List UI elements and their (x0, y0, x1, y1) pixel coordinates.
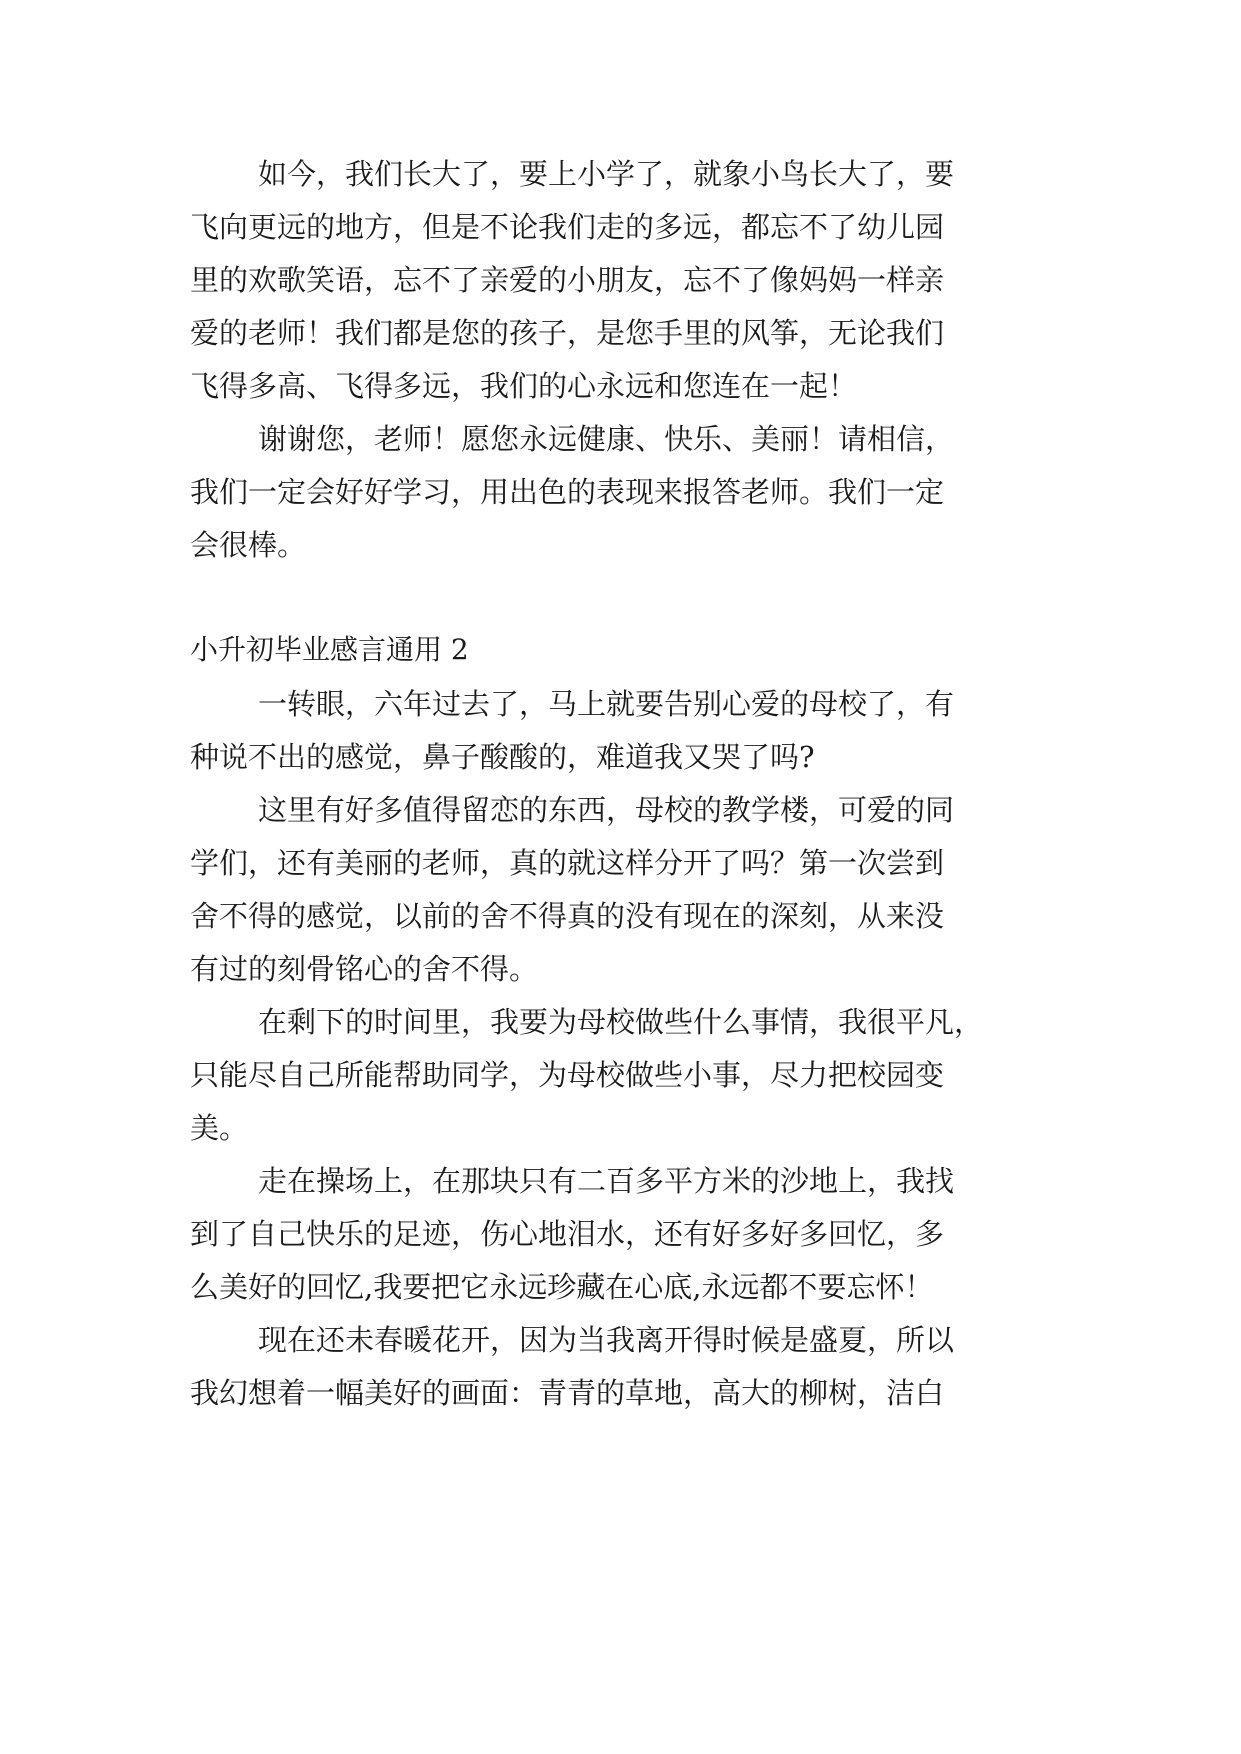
paragraph-line: 如今，我们长大了，要上小学了，就象小鸟长大了，要 (258, 157, 955, 191)
paragraph-line: 走在操场上，在那块只有二百多平方米的沙地上，我找 (258, 1164, 955, 1198)
section-heading: 小升初毕业感言通用 2 (190, 633, 469, 666)
paragraph-line: 里的欢歌笑语，忘不了亲爱的小朋友，忘不了像妈妈一样亲 (190, 263, 945, 297)
paragraph-line: 舍不得的感觉，以前的舍不得真的没有现在的深刻，从来没 (190, 899, 945, 933)
paragraph-line: 会很棒。 (190, 528, 307, 562)
paragraph-line: 美。 (190, 1111, 249, 1145)
paragraph-line: 学们，还有美丽的老师，真的就这样分开了吗？第一次尝到 (190, 846, 945, 880)
paragraph-line: 到了自己快乐的足迹，伤心地泪水，还有好多好多回忆，多 (190, 1217, 945, 1251)
paragraph-line: 种说不出的感觉，鼻子酸酸的，难道我又哭了吗? (190, 740, 815, 774)
paragraph-line: 现在还未春暖花开，因为当我离开得时候是盛夏，所以 (258, 1323, 955, 1357)
paragraph-line: 谢谢您，老师！愿您永远健康、快乐、美丽！请相信， (258, 422, 955, 456)
paragraph-line: 么美好的回忆,我要把它永远珍藏在心底,永远都不要忘怀！ (190, 1270, 934, 1304)
paragraph-line: 我们一定会好好学习，用出色的表现来报答老师。我们一定 (190, 475, 945, 509)
paragraph-line: 飞得多高、飞得多远，我们的心永远和您连在一起！ (190, 369, 858, 403)
paragraph-line: 在剩下的时间里，我要为母校做些什么事情，我很平凡， (258, 1005, 984, 1039)
paragraph-line: 一转眼，六年过去了，马上就要告别心爱的母校了，有 (258, 687, 955, 721)
paragraph-line: 只能尽自己所能帮助同学，为母校做些小事，尽力把校园变 (190, 1058, 945, 1092)
paragraph-line: 有过的刻骨铭心的舍不得。 (190, 952, 539, 986)
paragraph-line: 飞向更远的地方，但是不论我们走的多远，都忘不了幼儿园 (190, 210, 945, 244)
paragraph-line: 爱的老师！我们都是您的孩子，是您手里的风筝，无论我们 (190, 316, 945, 350)
paragraph-line: 我幻想着一幅美好的画面：青青的草地，高大的柳树，洁白 (190, 1376, 945, 1410)
paragraph-line: 这里有好多值得留恋的东西，母校的教学楼，可爱的同 (258, 793, 955, 827)
